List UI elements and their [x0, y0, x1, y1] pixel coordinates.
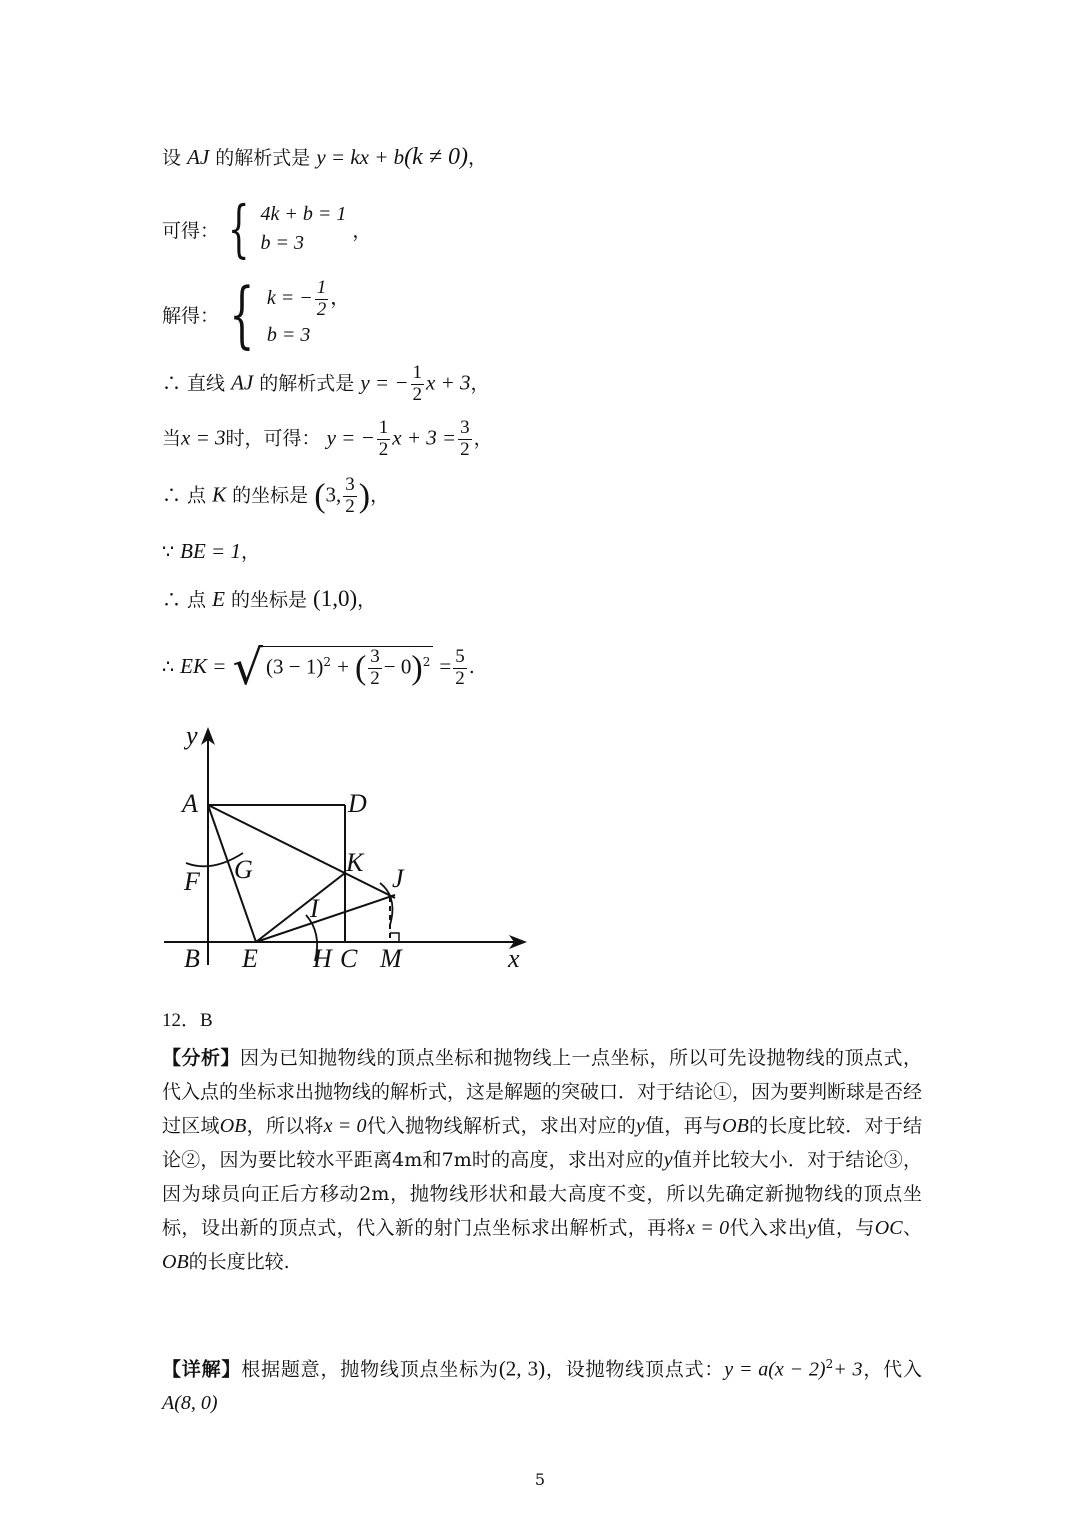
- text: 值，再与: [644, 1115, 723, 1137]
- exponent: 2: [422, 655, 431, 670]
- analysis-tag: 【分析】: [162, 1047, 240, 1069]
- math: y = −: [360, 370, 409, 395]
- detail-paragraph: [162, 1347, 922, 1420]
- line-aj-result: [162, 363, 490, 406]
- denominator: 2: [455, 667, 465, 689]
- math: (1,0): [313, 586, 358, 611]
- line-aj-setup: [162, 143, 487, 171]
- text: 代入求出: [729, 1217, 808, 1239]
- numerator: 5: [455, 645, 465, 667]
- text: ，: [330, 287, 351, 310]
- equation: 4k + b = 1: [260, 203, 347, 225]
- math: A(8, 0): [162, 1392, 218, 1415]
- detail-tag: 【详解】: [162, 1358, 242, 1381]
- text: ，代入: [862, 1358, 922, 1381]
- text: ∴ 直线: [162, 372, 226, 395]
- numerator: 1: [412, 362, 423, 383]
- fraction: [377, 418, 391, 461]
- label-h: H: [313, 944, 332, 973]
- math: EK =: [180, 654, 227, 678]
- text: 解得：: [162, 304, 220, 327]
- analysis-paragraph: [162, 1041, 922, 1279]
- math: + 3: [833, 1358, 863, 1381]
- text: ，: [467, 147, 487, 169]
- line-point-e: [162, 585, 376, 612]
- text: 的长度比较．对于结论②，因为要比较水平距离4m和7m时的高度，求出对应的: [162, 1115, 922, 1171]
- label-c: C: [340, 944, 358, 973]
- text: 的解析式是: [259, 372, 355, 395]
- label-e: E: [242, 944, 258, 973]
- text: 的长度比较.: [188, 1251, 290, 1273]
- text: 设: [162, 147, 182, 169]
- text: ，: [357, 589, 377, 611]
- math: y = a(x − 2): [724, 1358, 826, 1381]
- fraction: [453, 647, 467, 690]
- math: − 0: [383, 654, 412, 679]
- math: y: [636, 1115, 645, 1137]
- brace: {: [229, 272, 255, 356]
- line-point-k: ∴ 点 K 的坐标是 (3, $\frac{3}{2}$ )，: [162, 474, 390, 517]
- text: 、: [902, 1217, 922, 1239]
- math: x = 0: [323, 1115, 367, 1137]
- text: 的解析式是: [215, 147, 311, 169]
- label-x: x: [508, 944, 520, 973]
- math-aj: AJ: [231, 370, 254, 395]
- label-k: K: [346, 848, 364, 877]
- math: 3,: [325, 482, 342, 507]
- label-d: D: [348, 789, 367, 818]
- numerator: 3: [460, 417, 470, 438]
- denominator: 2: [370, 668, 380, 689]
- text: ，: [352, 219, 372, 242]
- numerator: 3: [370, 646, 380, 668]
- denominator: 2: [378, 438, 389, 460]
- math: x = 3: [181, 425, 226, 450]
- math: =: [439, 654, 452, 678]
- math: OB: [722, 1115, 749, 1137]
- math-cond: (k ≠ 0): [404, 144, 468, 170]
- text: ∴: [162, 656, 175, 678]
- text: ∴ 点: [162, 589, 207, 611]
- math-aj: AJ: [187, 145, 210, 169]
- text: 当: [162, 427, 182, 450]
- denominator: 2: [316, 299, 327, 320]
- text: 因为已知抛物线的顶点坐标和抛物线上一点坐标，所以可先设抛物线的顶点式，代入点的坐标求出抛物线的解析式，这是解题的突破口．对于结论①，因为要判断球是否经过区域: [162, 1047, 923, 1137]
- denominator: 2: [412, 383, 423, 405]
- label-a: A: [182, 789, 198, 818]
- fraction: [343, 475, 357, 518]
- denominator: 2: [345, 495, 355, 517]
- fraction: [411, 363, 425, 406]
- radicand: $(3 - 1)^2$ + ( $\frac{3}{2}$ − 0)$^2$: [263, 646, 433, 690]
- page-number: 5: [534, 1470, 546, 1489]
- math: OB: [162, 1251, 189, 1273]
- math: x + 3 =: [392, 425, 457, 450]
- text: ，: [470, 372, 490, 395]
- math: y: [807, 1217, 817, 1239]
- label-m: M: [380, 944, 402, 973]
- line-x3: [162, 418, 493, 461]
- text: 的坐标是: [232, 484, 309, 507]
- numerator: 3: [345, 474, 355, 495]
- math: (2, 3): [498, 1356, 546, 1381]
- fraction: [315, 278, 329, 321]
- exponent: 2: [825, 1357, 834, 1371]
- text: 值，与: [816, 1217, 875, 1239]
- numerator: 1: [378, 417, 389, 438]
- fraction: [368, 647, 382, 690]
- arc-j: [380, 883, 392, 925]
- label-g: G: [234, 855, 253, 884]
- math: +: [337, 654, 349, 679]
- text: ，: [370, 484, 390, 507]
- exponent: 2: [323, 655, 332, 670]
- text: ∴ 点: [162, 484, 207, 507]
- segment-ej: [256, 895, 395, 942]
- question-12-number: 12．B: [162, 1010, 213, 1031]
- line-be: [162, 537, 260, 564]
- text: ，设抛物线顶点式：: [545, 1358, 725, 1381]
- label-f: F: [184, 867, 200, 896]
- label-i: I: [310, 894, 319, 923]
- text: 根据题意，抛物线顶点坐标为: [241, 1358, 499, 1381]
- math: BE = 1: [180, 539, 241, 563]
- math: x = 0: [686, 1217, 730, 1239]
- text: ∵: [162, 541, 175, 563]
- label-j: J: [392, 864, 404, 893]
- label-b: B: [184, 944, 200, 973]
- line-ek: [162, 640, 475, 696]
- brace: {: [227, 192, 250, 265]
- math: x + 3: [426, 370, 471, 395]
- math: OC: [874, 1217, 903, 1239]
- math: y: [663, 1149, 673, 1171]
- fraction: [458, 418, 472, 461]
- equation-system: [260, 200, 346, 258]
- text: ，: [240, 541, 260, 563]
- text: 代入抛物线解析式，求出对应的: [366, 1115, 637, 1137]
- geometry-figure: [150, 715, 550, 985]
- text: 可得：: [162, 219, 220, 242]
- right-angle-mark: [390, 933, 399, 942]
- text: 值并比较大小．对于结论③，因为球员向正后方移动2m，抛物线形状和最大高度不变，所以先确定新抛物线的顶点坐标，设出新的顶点式，代入新的射门点坐标求出解析式，再将: [162, 1149, 922, 1239]
- denominator: 2: [460, 438, 470, 460]
- text: ，所以将: [246, 1115, 324, 1137]
- equation: k = −: [266, 287, 313, 310]
- segment-ek: [256, 873, 345, 942]
- text: 的坐标是: [230, 589, 307, 611]
- numerator: 1: [316, 277, 327, 299]
- equation-system: [267, 278, 350, 350]
- text: 时，可得：: [225, 427, 321, 450]
- math: OB: [219, 1115, 247, 1137]
- equation: b = 3: [260, 232, 304, 254]
- math-e: E: [212, 587, 225, 611]
- line-solution: [162, 272, 351, 356]
- text: ，: [473, 427, 493, 450]
- equation: b = 3: [266, 323, 311, 346]
- math: y = −: [326, 425, 375, 450]
- text: .: [468, 656, 475, 678]
- radical-sign: √: [232, 640, 264, 696]
- math: (3 − 1): [266, 654, 324, 679]
- math-eq: y = kx + b: [316, 145, 405, 169]
- line-system: [162, 192, 372, 265]
- label-y: y: [186, 721, 198, 750]
- math-k: K: [212, 482, 227, 507]
